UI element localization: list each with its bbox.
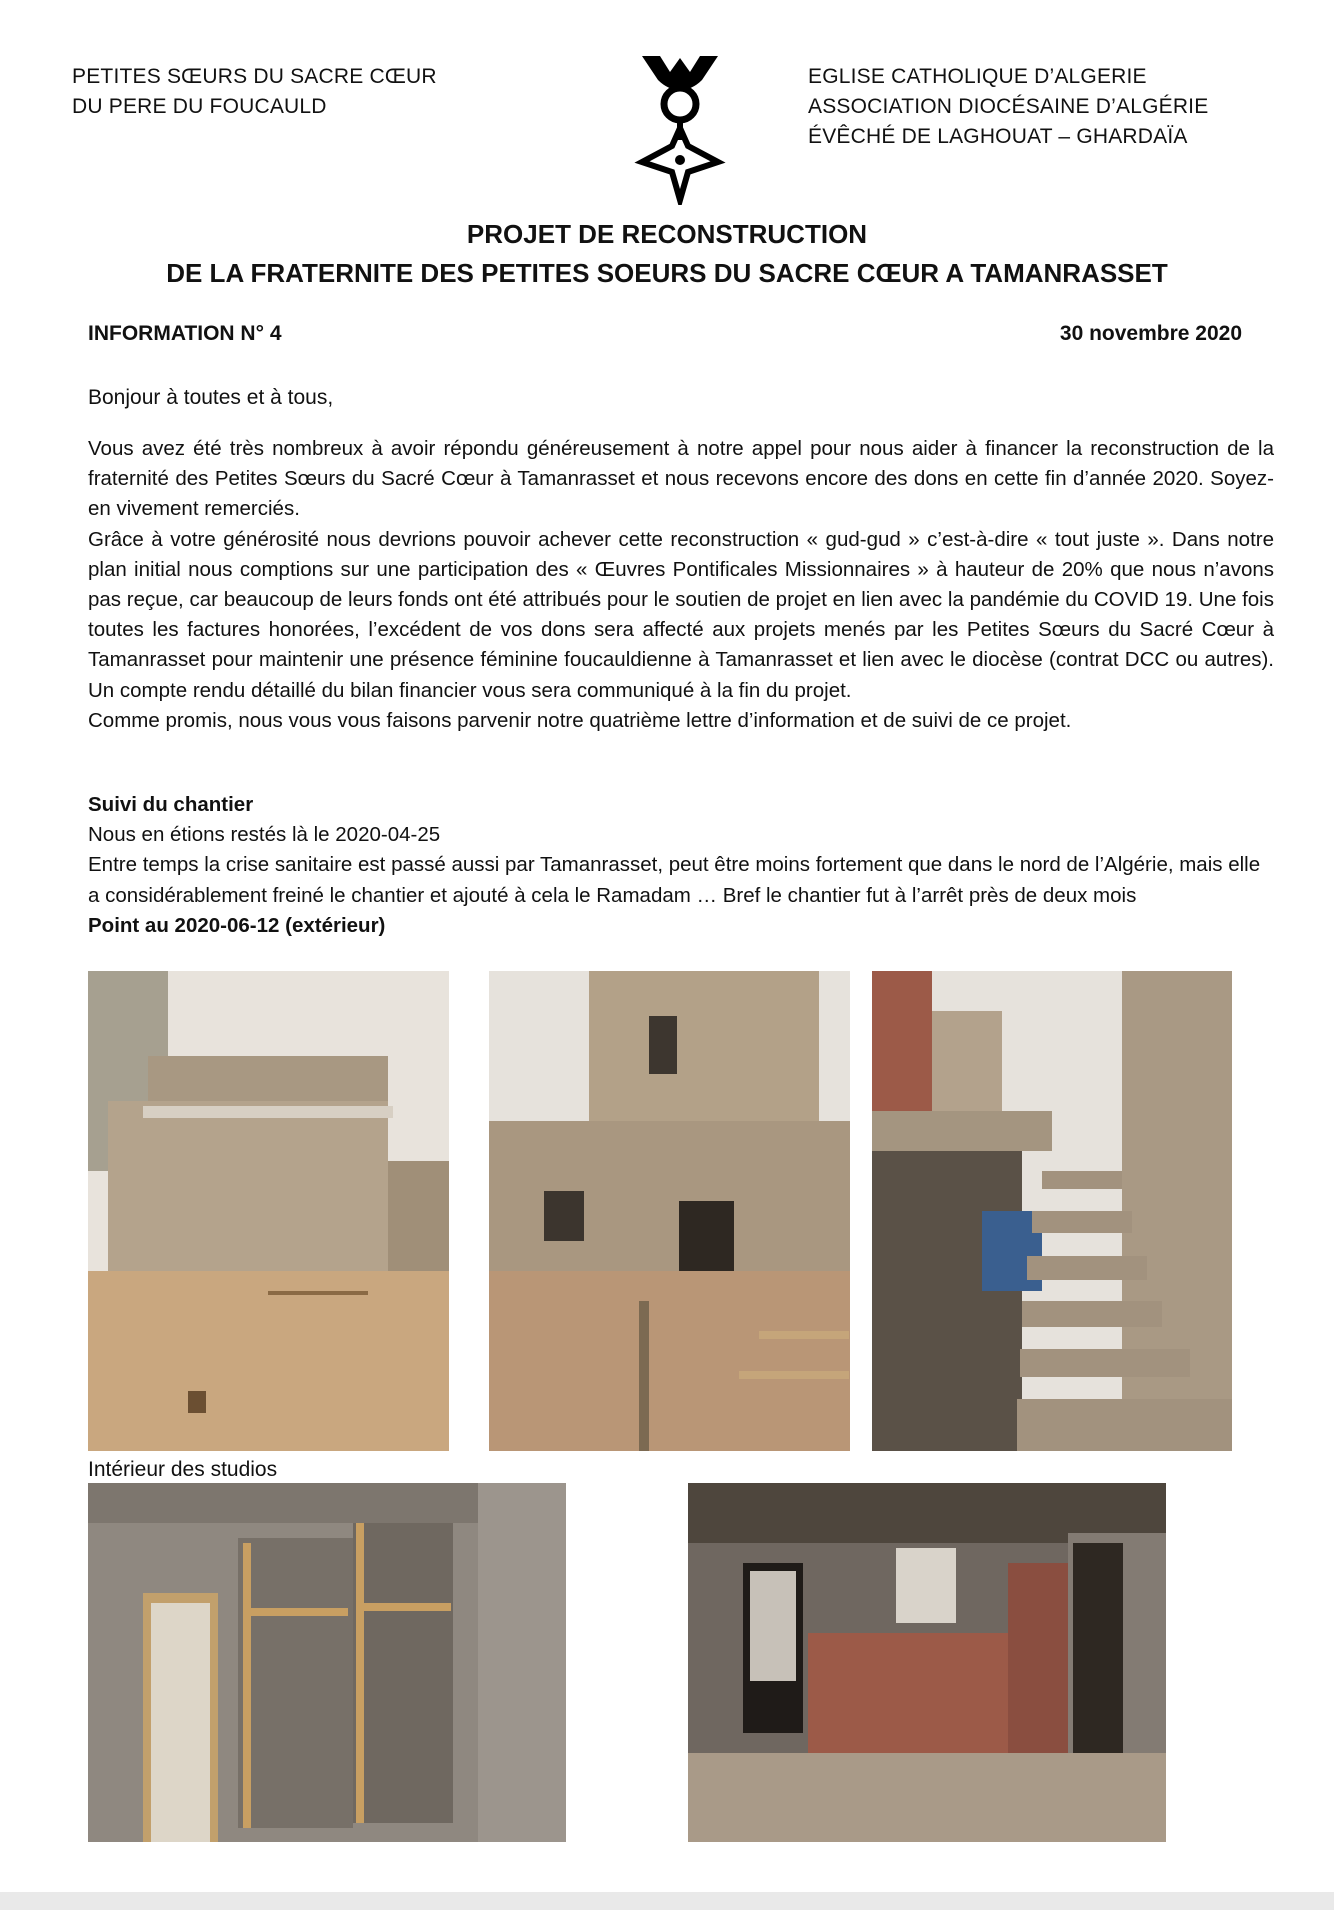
information-number: INFORMATION N° 4 <box>88 322 282 345</box>
title-line2: DE LA FRATERNITE DES PETITES SOEURS DU SACRE CŒUR A TAMANRASSET <box>166 258 1168 288</box>
suivi-line2: Entre temps la crise sanitaire est passé aussi par Tamanrasset, peut être moins fortement que dans le nord de l’Algérie, mais elle a considérablement freiné le chantier et ajouté à cela le Ramadam … Bref le chantier fut à l’arrêt près de deux mois <box>88 853 1261 907</box>
interior-caption: Intérieur des studios <box>88 1458 278 1481</box>
greeting: Bonjour à toutes et à tous, <box>88 386 334 409</box>
paragraph-1: Vous avez été très nombreux à avoir répondu généreusement à notre appel pour nous aider à financer la reconstruction de la fraternité des Petites Sœurs du Sacré Cœur à Tamanrasset et nous recevons encore des dons en cette fin d’année 2020. Soyez-en vivement remerciés. <box>88 437 1274 521</box>
document-title <box>60 215 1274 293</box>
paragraph-3: Comme promis, nous vous vous faisons parvenir notre quatrième lettre d’information et de suivi de ce projet. <box>88 708 1072 732</box>
header-right-line1: EGLISE CATHOLIQUE D’ALGERIE <box>808 65 1147 88</box>
point-heading: Point au 2020-06-12 (extérieur) <box>88 913 386 937</box>
cross-and-heart-emblem-icon <box>630 50 730 205</box>
title-line1: PROJET DE RECONSTRUCTION <box>466 219 868 249</box>
photo-exterior-courtyard <box>489 971 850 1451</box>
header-left-line1: PETITES SŒURS DU SACRE CŒUR <box>72 65 437 88</box>
suivi-line1: Nous en étions restés là le 2020-04-25 <box>88 823 441 847</box>
body-paragraphs <box>88 434 1274 736</box>
photo-exterior-staircase <box>872 971 1232 1451</box>
photo-interior-studio-1 <box>88 1483 566 1842</box>
info-row <box>88 322 1242 352</box>
suivi-section <box>88 790 1274 941</box>
header-left-line2: DU PERE DU FOUCAULD <box>72 95 327 118</box>
header-right-line3: ÉVÊCHÉ DE LAGHOUAT – GHARDAÏA <box>808 125 1188 148</box>
header-right-line2: ASSOCIATION DIOCÉSAINE D’ALGÉRIE <box>808 95 1209 118</box>
header-right-org <box>808 62 1208 152</box>
paragraph-2: Grâce à votre générosité nous devrions pouvoir achever cette reconstruction « gud-gud » c’est-à-dire « tout juste ». Dans notre plan initial nous comptions sur une participation des « Œuvres Pontificales Missionnaires » à hauteur de 20% que nous n’avons pas reçue, car beaucoup de leurs fonds ont été attribués pour le soutien de projet en lien avec la pandémie du COVID 19. Une fois toutes les factures honorées, l’excédent de vos dons sera affecté aux projets menés par les Petites Sœurs du Sacré Cœur à Tamanrasset pour maintenir une présence féminine foucauldienne à Tamanrasset et lien avec le diocèse (contrat DCC ou autres). Un compte rendu détaillé du bilan financier vous sera communiqué à la fin du projet. <box>88 527 1274 702</box>
page-bottom-edge <box>0 1892 1334 1910</box>
header-left-org <box>72 62 437 122</box>
suivi-heading: Suivi du chantier <box>88 793 254 816</box>
photo-exterior-front <box>88 971 449 1451</box>
document-date: 30 novembre 2020 <box>1059 322 1242 345</box>
photo-interior-studio-2 <box>688 1483 1166 1842</box>
